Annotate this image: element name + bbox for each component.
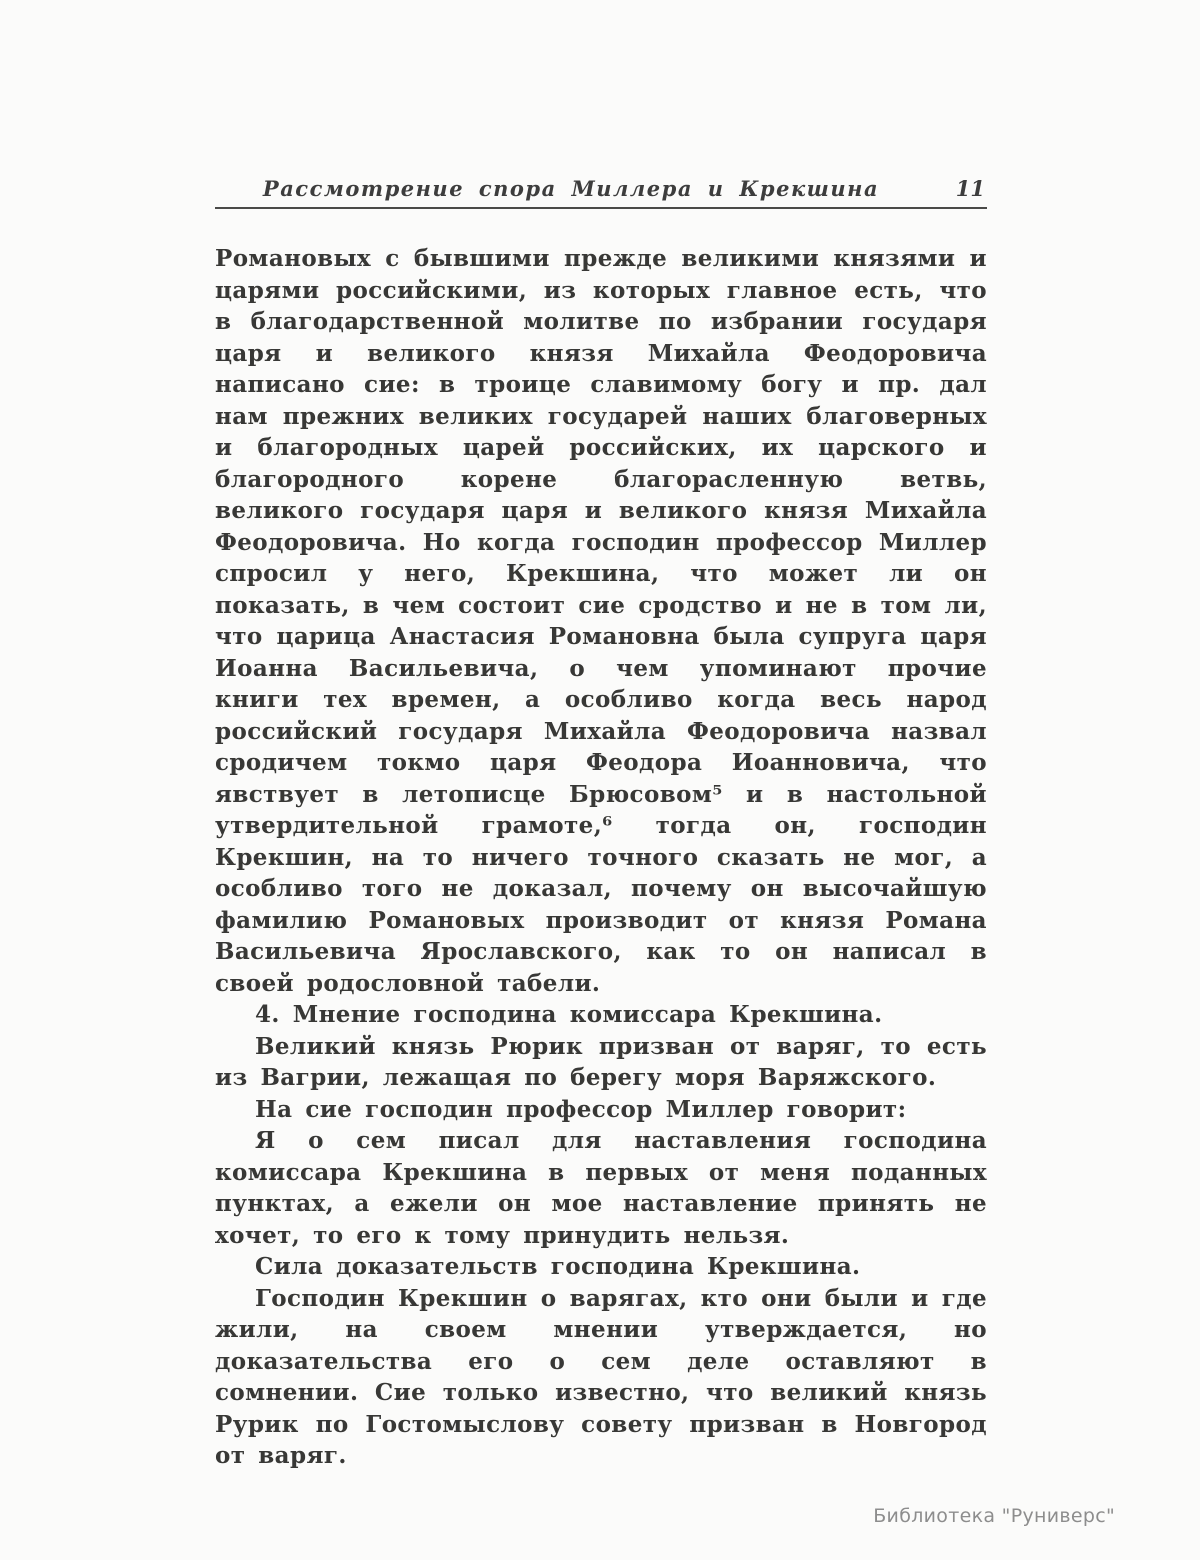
page-body — [215, 243, 987, 1472]
header-rule — [215, 207, 987, 209]
paragraph: На сие господин профессор Миллер говорит: — [255, 1095, 907, 1123]
page-header — [215, 176, 987, 206]
paragraph: Господин Крекшин о варягах, кто они были и где жили, на своем мнении утверждается, но доказательства его о сем деле оставляют в сомнении. Сие только известно, что великий князь Рурик по Гостомыслову совету призван в Новгород от варяг. — [215, 1284, 987, 1469]
page-footer — [873, 1505, 1115, 1527]
library-watermark: Библиотека "Руниверс" — [873, 1505, 1115, 1527]
paragraph: Я о сем писал для наставления господина комиссара Крекшина в первых от меня поданных пунктах, а ежели он мое наставление принять не хочет, то его к тому принудить нельзя. — [215, 1127, 987, 1249]
paragraph: Великий князь Рюрик призван от варяг, то есть из Вагрии, лежащая по берегу моря Варяжского. — [215, 1032, 987, 1091]
running-title: Рассмотрение спора Миллера и Крекшина — [262, 176, 880, 201]
page-number: 11 — [955, 176, 985, 201]
paragraph: Романовых с бывшими прежде великими князями и царями российскими, из которых главное есть, что в благодарственной молитве по избрании государя царя и великого князя Михайла Феодоровича написано сие: в троице славимому богу и пр. дал нам прежних великих государей наших благоверных и благородных царей российских, их царского и благородного корене благорасленную ветвь, великого государя царя и великого князя Михайла Феодоровича. Но когда господин профессор Миллер спросил у него, Крекшина, что может ли он показать, в чем состоит сие сродство и не в том ли, что царица Анастасия Романовна была супруга царя Иоанна Васильевича, о чем упоминают прочие книги тех времен, а особливо когда весь народ российский государя Михайла Феодоровича назвал сродичем токмо царя Феодора Иоанновича, что явствует в летописце Брюсовом⁵ и в настольной утвердительной грамоте,⁶ тогда он, господин Крекшин, на то ничего точного сказать не мог, а особливо того не доказал, почему он высочайшую фамилию Романовых производит от князя Романа Васильевича Ярославского, как то он написал в своей родословной табели. — [215, 245, 987, 997]
paragraph: Сила доказательств господина Крекшина. — [255, 1253, 861, 1280]
paragraph: 4. Мнение господина комиссара Крекшина. — [255, 1001, 883, 1028]
